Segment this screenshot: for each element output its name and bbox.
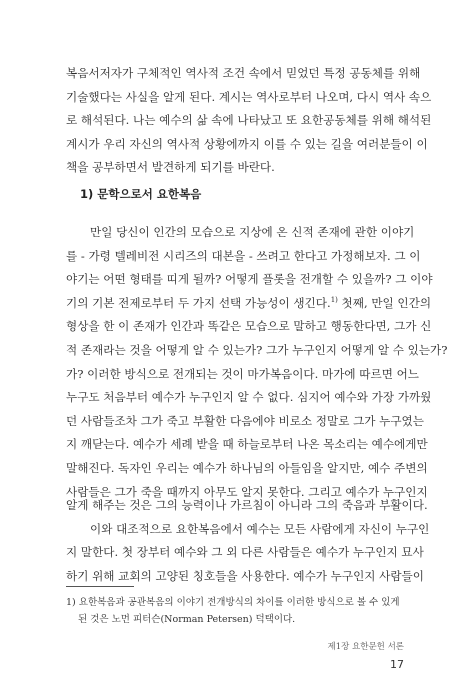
contrast-paragraph bbox=[66, 494, 430, 588]
text-segment: 기의 기본 전제로부터 두 가지 선택 가능성이 생긴다. bbox=[66, 295, 331, 310]
text-line: 복음서저자가 구체적인 역사적 조건 속에서 믿었던 특정 공동체를 위해 bbox=[66, 66, 421, 80]
text-line: 만일 당신이 인간의 모습으로 지상에 온 신적 존재에 관한 이야기 bbox=[90, 225, 415, 239]
text-line: 누구도 처음부터 예수가 누구인지 알 수 없다. 심지어 예수와 가장 가까웠 bbox=[66, 390, 432, 405]
text-line: 로 해석된다. 나는 예수의 삶 속에 나타났고 또 요한공동체를 위해 해석된 bbox=[66, 113, 432, 128]
text-line: 지 말한다. 첫 장부터 예수와 그 외 다른 사람들은 예수가 누구인지 묘사 bbox=[66, 545, 424, 560]
page-number: 17 bbox=[390, 658, 404, 671]
footnote-divider bbox=[66, 586, 134, 587]
text-line: 가? 이러한 방식으로 전개되는 것이 마가복음이다. 마가에 따르면 어느 bbox=[66, 366, 419, 381]
footnote-marker[interactable]: 1) bbox=[330, 295, 338, 304]
text-line: 를 - 가령 텔레비전 시리즈의 대본을 - 쓰려고 한다고 가정해보자. 그 이 bbox=[66, 248, 421, 263]
running-header: 제1장 요한문헌 서론 bbox=[327, 642, 404, 652]
footnote bbox=[66, 594, 411, 628]
text-line: 야기는 어떤 형태를 띠게 될까? 어떻게 플롯을 전개할 수 있을까? 그 이야 bbox=[66, 272, 433, 287]
text-line: 지 깨닫는다. 예수가 세례 받을 때 하늘로부터 나온 목소리는 예수에게만 bbox=[66, 437, 428, 452]
text-line: 사람들은 그가 죽을 때까지 아무도 알지 못한다. 그리고 예수가 누구인지 bbox=[66, 484, 428, 499]
text-line-with-footnote bbox=[66, 292, 432, 316]
text-line: 말해진다. 독자인 우리는 예수가 하나님의 아들임을 알지만, 예수 주변의 bbox=[66, 460, 428, 475]
text-line: 던 사람들조차 그가 죽고 부활한 다음에야 비로소 정말로 그가 누구였는 bbox=[66, 413, 424, 428]
text-line: 책을 공부하면서 발견하게 되기를 바란다. bbox=[66, 160, 275, 175]
text-line: 적 존재라는 것을 어떻게 알 수 있는가? 그가 누구인지 어떻게 알 수 있는가? bbox=[66, 342, 448, 357]
footnote-line: 된 것은 노먼 피터슨(Norman Petersen) 덕택이다. bbox=[78, 614, 296, 625]
main-paragraph bbox=[66, 221, 448, 504]
section-heading: 1) 문학으로서 요한복음 bbox=[80, 187, 202, 201]
text-line: 기술했다는 사실을 알게 된다. 계시는 역사로부터 나오며, 다시 역사 속으 bbox=[66, 89, 432, 104]
text-segment: 첫째, 만일 인간의 bbox=[337, 295, 432, 310]
intro-paragraph bbox=[66, 62, 432, 180]
text-line: 알게 해주는 것은 그의 능력이나 가르침이 아니라 그의 죽음과 부활이다. bbox=[66, 498, 428, 512]
text-line: 이와 대조적으로 요한복음에서 예수는 모든 사람에게 자신이 누구인 bbox=[90, 521, 430, 536]
text-line: 계시가 우리 자신의 역사적 상황에까지 이를 수 있는 길을 여러분들이 이 bbox=[66, 136, 428, 151]
footnote-line: 1) 요한복음과 공관복음의 이야기 전개방식의 차이를 이러한 방식으로 볼 수 있게 bbox=[66, 597, 400, 608]
text-line: 하기 위해 교회의 고양된 칭호들을 사용한다. 예수가 누구인지 사람들이 bbox=[66, 568, 424, 583]
text-line: 형상을 한 이 존재가 인간과 똑같은 모습으로 말하고 행동한다면, 그가 신 bbox=[66, 319, 432, 334]
